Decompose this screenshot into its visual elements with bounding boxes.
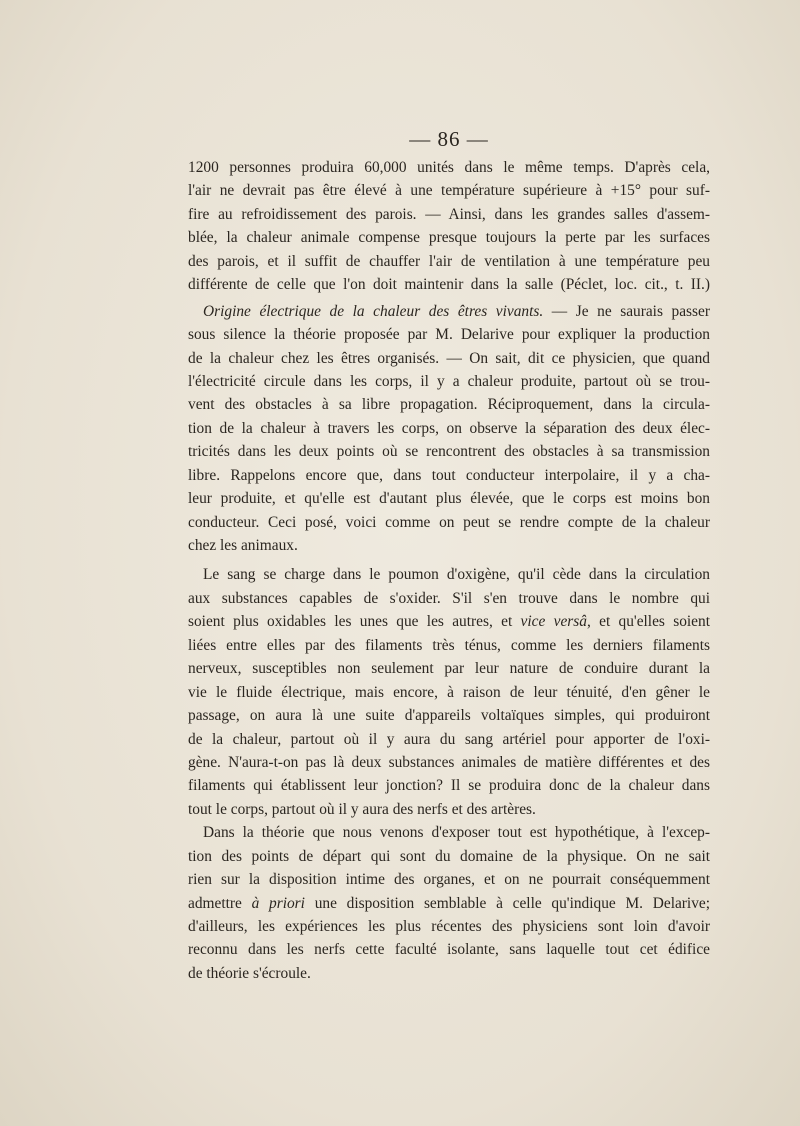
text-line: sous silence la théorie proposée par M. Delarive pour expliquer la production	[188, 326, 710, 344]
text-line: blée, la chaleur animale compense presque toujours la perte par les surfaces	[188, 229, 710, 247]
text-line: tion de la chaleur à travers les corps, on observe la séparation des deux élec-	[188, 419, 710, 437]
text-line: chez les animaux.	[188, 537, 298, 554]
text-line: 1200 personnes produira 60,000 unités dans le même temps. D'après cela,	[188, 159, 710, 176]
line-start: admettre	[188, 894, 242, 912]
text-line: reconnu dans les nerfs cette faculté isolante, sans laquelle tout cet édifice	[188, 941, 710, 959]
text-line: liées entre elles par des filaments très ténus, comme les derniers filaments	[188, 636, 710, 654]
text-line: fire au refroidissement des parois. — Ainsi, dans les grandes salles d'assem-	[188, 205, 710, 223]
text-line: rien sur la disposition intime des organes, et on ne pourrait conséquemment	[188, 871, 710, 889]
text-line-with-italic	[188, 892, 710, 915]
text-line: Dans la théorie que nous venons d'exposer tout est hypothétique, à l'excep-	[203, 824, 710, 842]
text-line: libre. Rappelons encore que, dans tout conducteur interpolaire, il y a cha-	[188, 466, 710, 484]
italic-phrase: à priori	[251, 894, 305, 912]
text-line: aux substances capables de s'oxider. S'il s'en trouve dans le nombre qui	[188, 589, 710, 607]
text-line: conducteur. Ceci posé, voici comme on peut se rendre compte de la chaleur	[188, 513, 710, 531]
text-line: passage, on aura là une suite d'appareils voltaïques simples, qui produiront	[188, 707, 710, 725]
text-line: tricités dans les deux points où se rencontrent des obstacles à sa transmission	[188, 443, 710, 461]
text-line: différente de celle que l'on doit maintenir dans la salle (Péclet, loc. cit., t. II.)	[188, 276, 710, 294]
heading-tail: — Je ne saurais passer	[543, 302, 710, 320]
line-start: soient plus oxidables les unes que les autres, et	[188, 613, 513, 631]
italic-phrase: vice versâ	[520, 613, 587, 631]
paragraph-1	[188, 156, 710, 297]
text-line: leur produite, et qu'elle est d'autant plus élevée, que le corps est moins bon	[188, 490, 710, 508]
text-line: des parois, et il suffit de chauffer l'air de ventilation à une température peu	[188, 252, 710, 270]
page-number: — 86 —	[409, 127, 489, 151]
paragraph-3	[188, 563, 710, 821]
line-end: , et qu'elles soient	[586, 613, 710, 631]
paragraph-2	[188, 300, 710, 558]
text-line: Le sang se charge dans le poumon d'oxigène, qu'il cède dans la circulation	[203, 566, 710, 584]
line-end: une disposition semblable à celle qu'indique M. Delarive;	[304, 894, 711, 912]
section-heading-line	[188, 300, 710, 323]
text-line: tion des points de départ qui sont du domaine de la physique. On ne sait	[188, 847, 710, 865]
text-line: de la chaleur, partout où il y aura du sang artériel pour apporter de l'oxi-	[188, 730, 710, 748]
text-line-with-italic	[188, 610, 710, 633]
text-line: filaments qui établissent leur jonction? Il se produira donc de la chaleur dans	[188, 777, 710, 795]
text-line: tout le corps, partout où il y aura des nerfs et des artères.	[188, 800, 536, 818]
section-heading: Origine électrique de la chaleur des êtres vivants.	[203, 302, 544, 320]
paragraph-4	[188, 821, 710, 985]
text-line: de la chaleur chez les êtres organisés. — On sait, dit ce physicien, que quand	[188, 349, 710, 367]
text-line: l'électricité circule dans les corps, il y a chaleur produite, partout où se trou-	[188, 372, 710, 390]
text-line: d'ailleurs, les expériences les plus récentes des physiciens sont loin d'avoir	[188, 918, 710, 935]
text-column	[188, 128, 710, 985]
text-line: gène. N'aura-t-on pas là deux substances animales de matière différentes et des	[188, 753, 710, 771]
text-line: vie le fluide électrique, mais encore, à raison de leur ténuité, d'en gêner le	[188, 683, 710, 701]
text-line: vent des obstacles à sa libre propagation. Réciproquement, dans la circula-	[188, 396, 710, 414]
text-line: nerveux, susceptibles non seulement par leur nature de conduire durant la	[188, 660, 710, 678]
text-line: l'air ne devrait pas être élevé à une température supérieure à +15° pour suf-	[188, 182, 710, 200]
text-line: de théorie s'écroule.	[188, 964, 311, 982]
